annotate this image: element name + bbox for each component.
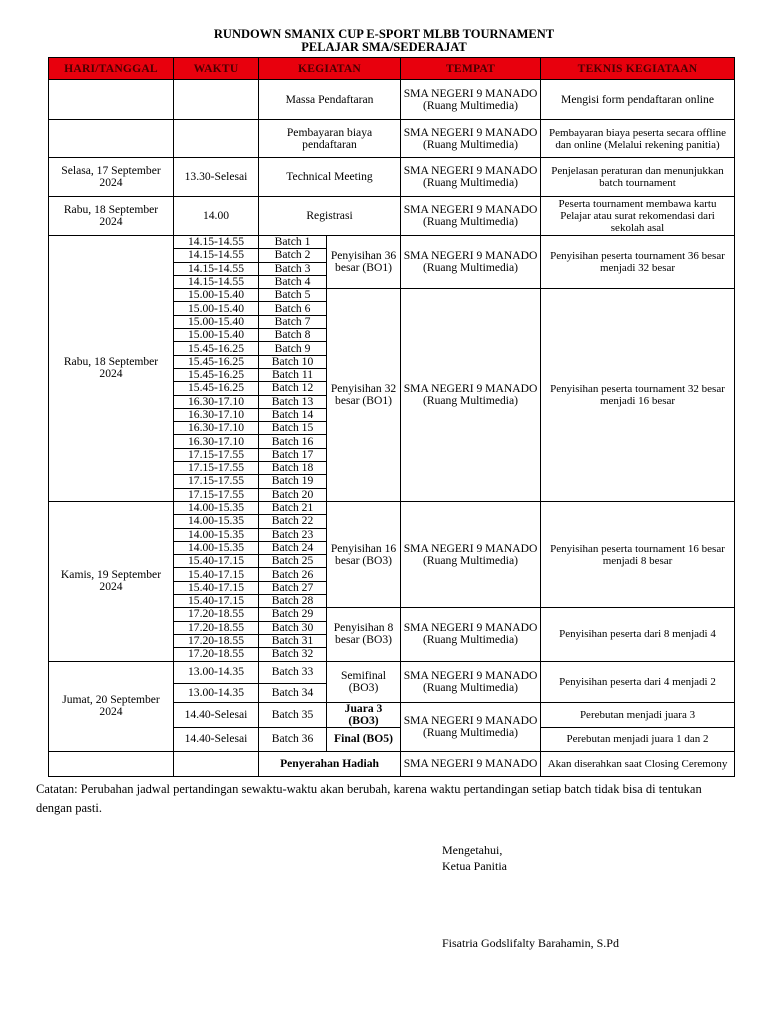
- batch-cell: Batch 24: [259, 541, 327, 554]
- place-cell: SMA NEGERI 9 MANADO (Ruang Multimedia): [401, 501, 541, 607]
- batch-cell: Batch 20: [259, 488, 327, 501]
- batch-cell: Batch 8: [259, 329, 327, 342]
- batch-cell: Batch 21: [259, 501, 327, 514]
- time-cell: 14.15-14.55: [174, 275, 259, 288]
- batch-cell: Batch 25: [259, 555, 327, 568]
- signature-role: Ketua Panitia: [442, 859, 507, 873]
- batch-cell: Batch 7: [259, 315, 327, 328]
- batch-cell: Batch 1: [259, 236, 327, 249]
- tech-cell: Perebutan menjadi juara 3: [541, 702, 735, 727]
- place-cell: SMA NEGERI 9 MANADO: [401, 751, 541, 776]
- batch-cell: Batch 12: [259, 382, 327, 395]
- time-cell: 17.20-18.55: [174, 634, 259, 647]
- batch-cell: Batch 13: [259, 395, 327, 408]
- batch-cell: Batch 27: [259, 581, 327, 594]
- time-cell: 15.45-16.25: [174, 368, 259, 381]
- time-cell: 15.40-17.15: [174, 581, 259, 594]
- activity-cell: Penyerahan Hadiah: [259, 751, 401, 776]
- batch-cell: Batch 36: [259, 727, 327, 751]
- activity-cell: Massa Pendaftaran: [259, 80, 401, 120]
- time-cell: 15.45-16.25: [174, 342, 259, 355]
- time-cell: 15.00-15.40: [174, 315, 259, 328]
- time-cell: 17.15-17.55: [174, 448, 259, 461]
- time-cell: 15.40-17.15: [174, 595, 259, 608]
- tech-cell: Peserta tournament membawa kartu Pelajar atau surat rekomendasi dari sekolah asal: [541, 197, 735, 236]
- batch-cell: Batch 2: [259, 249, 327, 262]
- activity-cell: Registrasi: [259, 197, 401, 236]
- tech-cell: Akan diserahkan saat Closing Ceremony: [541, 751, 735, 776]
- tech-cell: Mengisi form pendaftaran online: [541, 80, 735, 120]
- batch-cell: Batch 32: [259, 648, 327, 661]
- day-cell: [49, 751, 174, 776]
- table-header-row: [49, 58, 735, 80]
- activity-cell: Technical Meeting: [259, 158, 401, 197]
- tech-cell: Penyisihan peserta dari 8 menjadi 4: [541, 608, 735, 661]
- time-cell: 17.20-18.55: [174, 648, 259, 661]
- batch-cell: Batch 30: [259, 621, 327, 634]
- place-cell: SMA NEGERI 9 MANADO (Ruang Multimedia): [401, 702, 541, 751]
- document-subtitle: PELAJAR SMA/SEDERAJAT: [301, 40, 467, 54]
- activity-cell: Penyisihan 36 besar (BO1): [327, 236, 401, 289]
- batch-cell: Batch 14: [259, 408, 327, 421]
- tech-cell: Penyisihan peserta tournament 32 besar menjadi 16 besar: [541, 289, 735, 502]
- batch-cell: Batch 6: [259, 302, 327, 315]
- batch-cell: Batch 22: [259, 515, 327, 528]
- time-cell: 15.00-15.40: [174, 302, 259, 315]
- tech-cell: Penyisihan peserta dari 4 menjadi 2: [541, 661, 735, 702]
- batch-cell: Batch 16: [259, 435, 327, 448]
- activity-cell: Final (BO5): [327, 727, 401, 751]
- time-cell: 14.00-15.35: [174, 528, 259, 541]
- time-cell: 17.20-18.55: [174, 608, 259, 621]
- table-row: [49, 80, 735, 120]
- table-row: [49, 120, 735, 158]
- batch-cell: Batch 34: [259, 683, 327, 702]
- batch-cell: Batch 28: [259, 595, 327, 608]
- tech-cell: Pembayaran biaya peserta secara offline dan online (Melalui rekening panitia): [541, 120, 735, 158]
- time-cell: [174, 751, 259, 776]
- header-teknis-kegiatan: TEKNIS KEGIATAAN: [541, 58, 735, 80]
- day-cell: Selasa, 17 September 2024: [49, 158, 174, 197]
- activity-cell: Penyisihan 16 besar (BO3): [327, 501, 401, 607]
- time-cell: 14.15-14.55: [174, 262, 259, 275]
- batch-cell: Batch 35: [259, 702, 327, 727]
- batch-cell: Batch 4: [259, 275, 327, 288]
- time-cell: 15.40-17.15: [174, 568, 259, 581]
- table-row: [49, 661, 735, 683]
- batch-cell: Batch 26: [259, 568, 327, 581]
- batch-cell: Batch 29: [259, 608, 327, 621]
- batch-cell: Batch 15: [259, 422, 327, 435]
- batch-cell: Batch 11: [259, 368, 327, 381]
- time-cell: 13.00-14.35: [174, 683, 259, 702]
- table-row: [49, 751, 735, 776]
- place-cell: SMA NEGERI 9 MANADO (Ruang Multimedia): [401, 80, 541, 120]
- rundown-table: [48, 57, 735, 777]
- batch-cell: Batch 19: [259, 475, 327, 488]
- header-waktu: WAKTU: [174, 58, 259, 80]
- activity-cell: Pembayaran biaya pendaftaran: [259, 120, 401, 158]
- time-cell: 15.00-15.40: [174, 329, 259, 342]
- batch-cell: Batch 23: [259, 528, 327, 541]
- time-cell: 16.30-17.10: [174, 435, 259, 448]
- time-cell: [174, 80, 259, 120]
- day-cell: Jumat, 20 September 2024: [49, 661, 174, 751]
- place-cell: SMA NEGERI 9 MANADO (Ruang Multimedia): [401, 120, 541, 158]
- table-row: [49, 197, 735, 236]
- signature-acknowledged: Mengetahui,: [442, 843, 503, 857]
- document-title: RUNDOWN SMANIX CUP E-SPORT MLBB TOURNAMENT: [213, 27, 555, 41]
- time-cell: 14.00: [174, 197, 259, 236]
- place-cell: SMA NEGERI 9 MANADO (Ruang Multimedia): [401, 661, 541, 702]
- table-row: [49, 501, 735, 514]
- time-cell: 16.30-17.10: [174, 408, 259, 421]
- time-cell: 15.45-16.25: [174, 355, 259, 368]
- place-cell: SMA NEGERI 9 MANADO (Ruang Multimedia): [401, 236, 541, 289]
- time-cell: 15.00-15.40: [174, 289, 259, 302]
- place-cell: SMA NEGERI 9 MANADO (Ruang Multimedia): [401, 289, 541, 502]
- tech-cell: Penyisihan peserta tournament 36 besar menjadi 32 besar: [541, 236, 735, 289]
- time-cell: 17.15-17.55: [174, 462, 259, 475]
- place-cell: SMA NEGERI 9 MANADO (Ruang Multimedia): [401, 197, 541, 236]
- day-cell: [49, 120, 174, 158]
- batch-cell: Batch 10: [259, 355, 327, 368]
- table-row: [49, 158, 735, 197]
- header-kegiatan: KEGIATAN: [259, 58, 401, 80]
- table-row: [49, 236, 735, 249]
- time-cell: 16.30-17.10: [174, 395, 259, 408]
- time-cell: 14.00-15.35: [174, 515, 259, 528]
- signature-name: Fisatria Godslifalty Barahamin, S.Pd: [442, 936, 619, 950]
- time-cell: [174, 120, 259, 158]
- batch-cell: Batch 18: [259, 462, 327, 475]
- batch-cell: Batch 17: [259, 448, 327, 461]
- schedule-note: Catatan: Perubahan jadwal pertandingan sewaktu-waktu akan berubah, karena waktu pertandingan setiap batch tidak bisa di tentukan dengan pasti.: [36, 782, 702, 815]
- activity-cell: Penyisihan 32 besar (BO1): [327, 289, 401, 502]
- place-cell: SMA NEGERI 9 MANADO (Ruang Multimedia): [401, 608, 541, 661]
- activity-cell: Semifinal (BO3): [327, 661, 401, 702]
- time-cell: 17.20-18.55: [174, 621, 259, 634]
- time-cell: 15.45-16.25: [174, 382, 259, 395]
- time-cell: 16.30-17.10: [174, 422, 259, 435]
- place-cell: SMA NEGERI 9 MANADO (Ruang Multimedia): [401, 158, 541, 197]
- time-cell: 13.30-Selesai: [174, 158, 259, 197]
- day-cell: Rabu, 18 September 2024: [49, 197, 174, 236]
- batch-cell: Batch 3: [259, 262, 327, 275]
- batch-cell: Batch 9: [259, 342, 327, 355]
- time-cell: 14.00-15.35: [174, 541, 259, 554]
- tech-cell: Perebutan menjadi juara 1 dan 2: [541, 727, 735, 751]
- tech-cell: Penjelasan peraturan dan menunjukkan batch tournament: [541, 158, 735, 197]
- header-tempat: TEMPAT: [401, 58, 541, 80]
- batch-cell: Batch 33: [259, 661, 327, 683]
- day-cell: Rabu, 18 September 2024: [49, 236, 174, 502]
- time-cell: 14.40-Selesai: [174, 702, 259, 727]
- time-cell: 14.15-14.55: [174, 236, 259, 249]
- time-cell: 15.40-17.15: [174, 555, 259, 568]
- tech-cell: Penyisihan peserta tournament 16 besar menjadi 8 besar: [541, 501, 735, 607]
- time-cell: 14.40-Selesai: [174, 727, 259, 751]
- day-cell: Kamis, 19 September 2024: [49, 501, 174, 661]
- day-cell: [49, 80, 174, 120]
- time-cell: 17.15-17.55: [174, 475, 259, 488]
- activity-cell: Juara 3 (BO3): [327, 702, 401, 727]
- time-cell: 14.00-15.35: [174, 501, 259, 514]
- time-cell: 17.15-17.55: [174, 488, 259, 501]
- time-cell: 14.15-14.55: [174, 249, 259, 262]
- time-cell: 13.00-14.35: [174, 661, 259, 683]
- batch-cell: Batch 31: [259, 634, 327, 647]
- activity-cell: Penyisihan 8 besar (BO3): [327, 608, 401, 661]
- header-hari-tanggal: HARI/TANGGAL: [49, 58, 174, 80]
- batch-cell: Batch 5: [259, 289, 327, 302]
